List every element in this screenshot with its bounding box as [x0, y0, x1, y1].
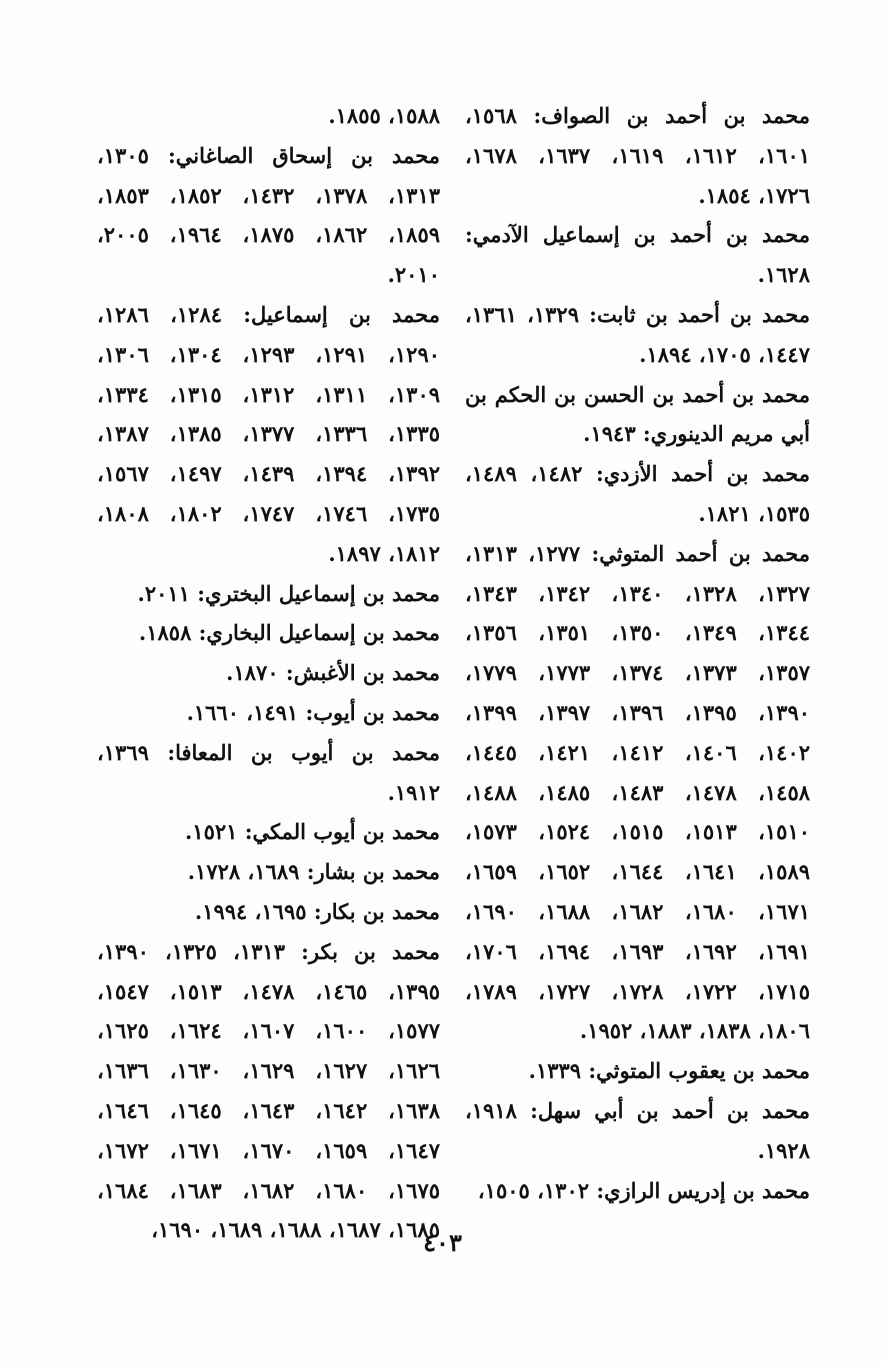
index-entry: محمد بن أحمد بن الحسن بن الحكم بن أبي مريم الدينوري: ١٩٤٣.: [465, 381, 810, 447]
index-entry: محمد بن بكر: ١٣١٣، ١٣٢٥، ١٣٩٠، ١٣٩٥، ١٤٦٥، ١٤٧٨، ١٥١٣، ١٥٤٧، ١٥٧٧، ١٦٠٠، ١٦٠٧، ١٦٢٤، ١٦٢٥، ١٦٢٦، ١٦٢٧، ١٦٢٩، ١٦٣٠، ١٦٣٦، ١٦٣٨، ١٦٤٢، ١٦٤٣، ١٦٤٥، ١٦٤٦، ١٦٤٧، ١٦٥٩، ١٦٧٠، ١٦٧١، ١٦٧٢، ١٦٧٥، ١٦٨٠، ١٦٨٢، ١٦٨٣، ١٦٨٤، ١٦٨٥، ١٦٨٧، ١٦٨٨، ١٦٨٩، ١٦٩٠،: [97, 938, 441, 1243]
index-entry: محمد بن إدريس الرازي: ١٣٠٢، ١٥٠٥،: [477, 1177, 810, 1203]
index-entry: محمد بن أحمد المتوثي: ١٢٧٧، ١٣١٣، ١٣٢٧، ١٣٢٨، ١٣٤٠، ١٣٤٢، ١٣٤٣، ١٣٤٤، ١٣٤٩، ١٣٥٠، ١٣٥١، ١٣٥٦، ١٣٥٧، ١٣٧٣، ١٣٧٤، ١٧٧٣، ١٧٧٩، ١٣٩٠، ١٣٩٥، ١٣٩٦، ١٣٩٧، ١٣٩٩، ١٤٠٢، ١٤٠٦، ١٤١٢، ١٤٢١، ١٤٤٥، ١٤٥٨، ١٤٧٨، ١٤٨٣، ١٤٨٥، ١٤٨٨، ١٥١٠، ١٥١٣، ١٥١٥، ١٥٢٤، ١٥٧٣، ١٥٨٩، ١٦٤١، ١٦٤٤، ١٦٥٢، ١٦٥٩، ١٦٧١، ١٦٨٠، ١٦٨٢، ١٦٨٨، ١٦٩٠، ١٦٩١، ١٦٩٢، ١٦٩٣، ١٦٩٤، ١٧٠٦، ١٧١٥، ١٧٢٢، ١٧٢٨، ١٧٢٧، ١٧٨٩، ١٨٠٦، ١٨٣٨، ١٨٨٣، ١٩٥٢.: [465, 540, 811, 1044]
index-entry: محمد بن أيوب: ١٤٩١، ١٦٦٠.: [186, 699, 440, 725]
index-entry: محمد بن بكار: ١٦٩٥، ١٩٩٤.: [194, 898, 440, 924]
index-entry: محمد بن يعقوب المتوثي: ١٣٣٩.: [528, 1058, 810, 1084]
index-entry: محمد بن أيوب بن المعافا: ١٣٦٩، ١٩١٢.: [97, 739, 440, 805]
index-entry: محمد بن إسماعيل البخاري: ١٨٥٨.: [138, 620, 440, 646]
index-entry-continuation: ١٥٨٨، ١٨٥٥.: [328, 103, 440, 128]
index-entry: محمد بن أيوب المكي: ١٥٢١.: [184, 819, 440, 845]
index-column-left: [97, 96, 440, 1250]
index-entry: محمد بن أحمد بن ثابت: ١٣٢٩، ١٣٦١، ١٤٤٧، ١٧٠٥، ١٨٩٤.: [465, 301, 810, 367]
index-entry: محمد بن أحمد بن إسماعيل الآدمي: ١٦٢٨.: [465, 222, 810, 288]
index-entry: محمد بن إسماعيل البختري: ٢٠١١.: [137, 580, 440, 606]
index-entry: محمد بن أحمد الأزدي: ١٤٨٢، ١٤٨٩، ١٥٣٥، ١٨٢١.: [465, 461, 811, 526]
index-entry: محمد بن أحمد بن أبي سهل: ١٩١٨، ١٩٢٨.: [465, 1097, 810, 1163]
index-entry: محمد بن أحمد بن الصواف: ١٥٦٨، ١٦٠١، ١٦١٢، ١٦١٩، ١٦٣٧، ١٦٧٨، ١٧٢٦، ١٨٥٤.: [465, 103, 811, 208]
page-number: ٤٠٣: [423, 1228, 462, 1257]
index-entry: محمد بن إسحاق الصاغاني: ١٣٠٥، ١٣١٣، ١٣٧٨، ١٤٣٢، ١٨٥٢، ١٨٥٣، ١٨٥٩، ١٨٦٢، ١٨٧٥، ١٩٦٤، ٢٠٠٥، ٢٠١٠.: [97, 142, 441, 288]
index-entry: محمد بن بشار: ١٦٨٩، ١٧٢٨.: [187, 859, 440, 885]
index-column-right: [465, 96, 810, 1210]
index-entry: محمد بن الأغبش: ١٨٧٠.: [226, 660, 440, 686]
index-entry: محمد بن إسماعيل: ١٢٨٤، ١٢٨٦، ١٢٩٠، ١٢٩١، ١٢٩٣، ١٣٠٤، ١٣٠٦، ١٣٠٩، ١٣١١، ١٣١٢، ١٣١٥، ١٣٣٤، ١٣٣٥، ١٣٣٦، ١٣٧٧، ١٣٨٥، ١٣٨٧، ١٣٩٢، ١٣٩٤، ١٤٣٩، ١٤٩٧، ١٥٦٧، ١٧٣٥، ١٧٤٦، ١٧٤٧، ١٨٠٢، ١٨٠٨، ١٨١٢، ١٨٩٧.: [97, 301, 441, 566]
